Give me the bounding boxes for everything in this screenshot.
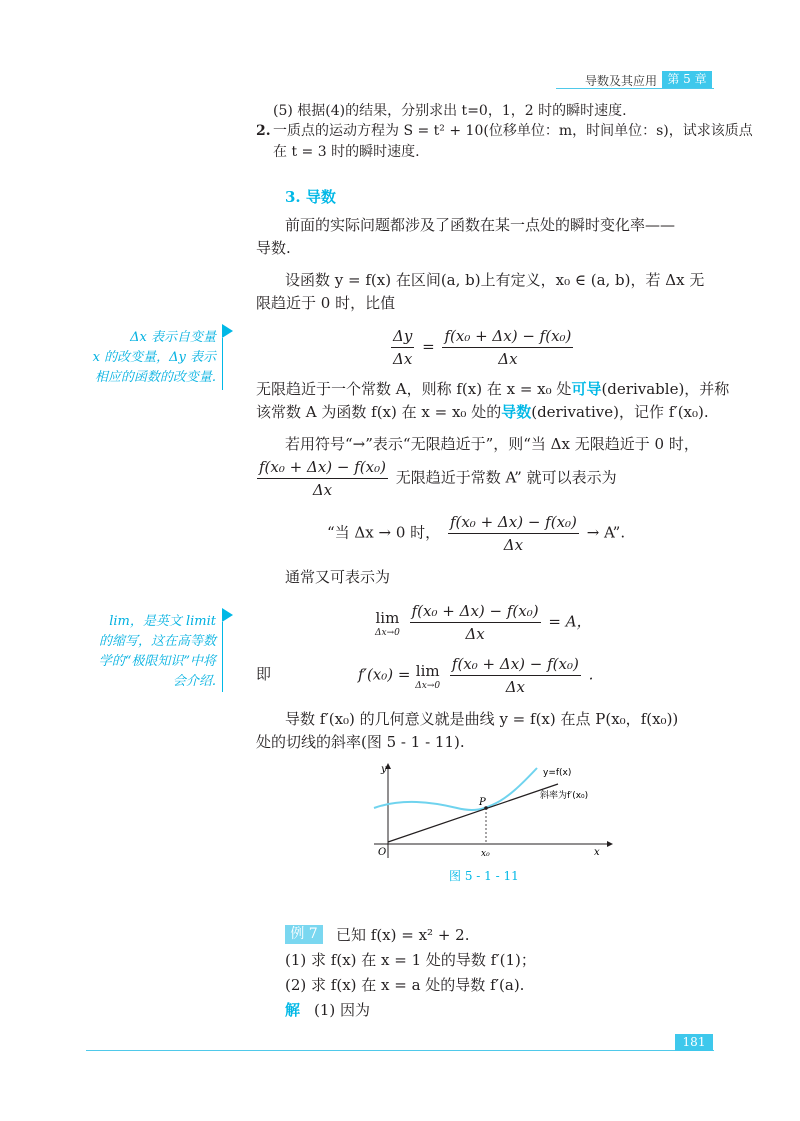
exercise-item-2-line2: 在 t = 3 时的瞬时速度. <box>273 144 420 160</box>
text-run: “当 Δx → 0 时， <box>327 523 441 542</box>
fraction-denominator: Δx <box>503 536 524 554</box>
margin-arrow-icon <box>222 608 233 622</box>
margin-rule <box>222 338 223 390</box>
fraction-numerator: f(x₀ + Δx) − f(x₀) <box>450 654 581 676</box>
text-run: (derivative)，记作 f′(x₀). <box>531 403 709 421</box>
paragraph-3-line2 <box>256 402 709 422</box>
section-title: 导数 <box>305 188 336 206</box>
margin-note-increment <box>80 328 216 388</box>
exercise-item-2-line1: 一质点的运动方程为 S = t² + 10(位移单位：m，时间单位：s)，试求该质点 <box>273 123 753 139</box>
margin-note-line: 会介绍. <box>172 674 216 689</box>
text-run: . <box>588 665 594 684</box>
term-derivative: 导数 <box>501 403 532 421</box>
paragraph-3-line1 <box>256 379 729 399</box>
equation-difference-quotient <box>388 326 576 369</box>
text-run: (derivable)，并称 <box>601 380 730 398</box>
equals-sign: = <box>422 337 435 356</box>
tangent-line <box>388 784 558 842</box>
margin-arrow-icon <box>222 324 233 338</box>
text-run: 无限趋近于一个常数 A，则称 f(x) 在 x = x₀ 处 <box>256 380 572 398</box>
fraction-increment <box>442 326 573 369</box>
equation-limit-form <box>375 601 592 644</box>
paragraph-6-line1: 导数 f′(x₀) 的几何意义就是曲线 y = f(x) 在点 P(x₀，f(x₀)) <box>285 710 679 728</box>
fraction-denominator: Δx <box>498 350 518 368</box>
limit-operator <box>415 661 440 691</box>
running-header-title: 导数及其应用 <box>585 74 658 88</box>
fraction-inline <box>448 512 579 555</box>
curve-label: y=f(x) <box>543 768 572 778</box>
section-heading <box>285 187 336 207</box>
figure-caption: 图 5 - 1 - 11 <box>449 869 519 883</box>
margin-note-line: x 的改变量，Δy 表示 <box>92 350 216 365</box>
fraction-numerator: f(x₀ + Δx) − f(x₀) <box>410 601 541 623</box>
term-derivable: 可导 <box>571 380 602 398</box>
paragraph-4-line1: 若用符号“→”表示“无限趋近于”，则“当 Δx 无限趋近于 0 时， <box>285 435 699 453</box>
solution-label: 解 <box>285 1001 301 1019</box>
chapter-badge: 第 5 章 <box>662 71 712 88</box>
text-run: f′(x₀) = <box>358 665 411 684</box>
example-question-1: (1) 求 f(x) 在 x = 1 处的导数 f′(1)； <box>285 951 536 969</box>
fraction-denominator: Δx <box>312 481 333 499</box>
solution-text: (1) 因为 <box>314 1001 371 1019</box>
paragraph-5: 通常又可表示为 <box>285 568 391 586</box>
paragraph-6-line2: 处的切线的斜率(图 5 - 1 - 11). <box>256 733 465 751</box>
x0-label: x₀ <box>481 849 490 859</box>
fraction-denominator: Δx <box>505 678 526 696</box>
fraction-denominator: Δx <box>393 350 413 368</box>
exercise-item-2-number: 2. <box>256 123 271 139</box>
slope-label: 斜率为f′(x₀) <box>540 791 589 801</box>
paragraph-2-line2: 限趋近于 0 时，比值 <box>256 294 396 312</box>
fraction-numerator: Δy <box>391 326 414 348</box>
margin-note-line: Δx 表示自变量 <box>130 330 216 345</box>
paragraph-4-line2 <box>254 457 617 500</box>
fraction-numerator: f(x₀ + Δx) − f(x₀) <box>442 326 573 348</box>
limit-subscript: Δx→0 <box>375 627 400 638</box>
exercise-item-5: (5) 根据(4)的结果，分别求出 t=0，1，2 时的瞬时速度. <box>273 103 627 119</box>
fraction-dy-dx <box>391 326 414 369</box>
margin-note-line: 学的“极限知识”中将 <box>98 654 216 669</box>
footer-rule <box>86 1050 714 1051</box>
fraction-numerator: f(x₀ + Δx) − f(x₀) <box>448 512 579 534</box>
fraction-inline <box>410 601 541 644</box>
margin-note-line: 相应的函数的改变量. <box>94 370 216 385</box>
margin-rule <box>222 622 223 692</box>
fraction-inline <box>450 654 581 697</box>
paragraph-2-line1: 设函数 y = f(x) 在区间(a, b)上有定义，x₀ ∈ (a, b)，若 Δx 无 <box>285 271 705 289</box>
paragraph-1-line1: 前面的实际问题都涉及了函数在某一点处的瞬时变化率—— <box>285 216 676 234</box>
x-axis-arrow-icon <box>607 841 613 847</box>
tangent-line-figure <box>362 762 614 860</box>
x-axis-label: x <box>594 847 600 858</box>
margin-note-line: lim，是英文 limit <box>109 614 216 629</box>
y-axis-label: y <box>381 764 387 775</box>
example-question-2: (2) 求 f(x) 在 x = a 处的导数 f′(a). <box>285 976 525 994</box>
text-run: 无限趋近于常数 A” 就可以表示为 <box>395 468 617 487</box>
origin-label: O <box>378 847 387 858</box>
text-run: → A”. <box>586 523 626 542</box>
limit-operator <box>375 608 400 638</box>
limit-text: lim <box>375 608 400 627</box>
section-number: 3. <box>285 188 301 206</box>
limit-subscript: Δx→0 <box>415 680 441 691</box>
fraction-inline <box>257 457 388 500</box>
equation-derivative-definition <box>358 654 593 697</box>
margin-note-line: 的缩写，这在高等数 <box>98 634 216 649</box>
curve-y-fx <box>374 768 537 810</box>
example-badge: 例 7 <box>285 925 323 944</box>
limit-text: lim <box>415 661 440 680</box>
equation-limit-statement <box>327 512 625 555</box>
equation-label-ji: 即 <box>256 665 272 683</box>
margin-note-lim <box>80 612 216 692</box>
text-run: 该常数 A 为函数 f(x) 在 x = x₀ 处的 <box>256 403 502 421</box>
paragraph-1-line2: 导数. <box>256 239 291 257</box>
page-number: 181 <box>675 1034 713 1051</box>
example-statement: 已知 f(x) = x² + 2. <box>336 926 470 944</box>
fraction-denominator: Δx <box>465 625 485 643</box>
fraction-numerator: f(x₀ + Δx) − f(x₀) <box>257 457 388 479</box>
text-run: = A， <box>548 612 592 631</box>
p-label: P <box>479 797 486 808</box>
